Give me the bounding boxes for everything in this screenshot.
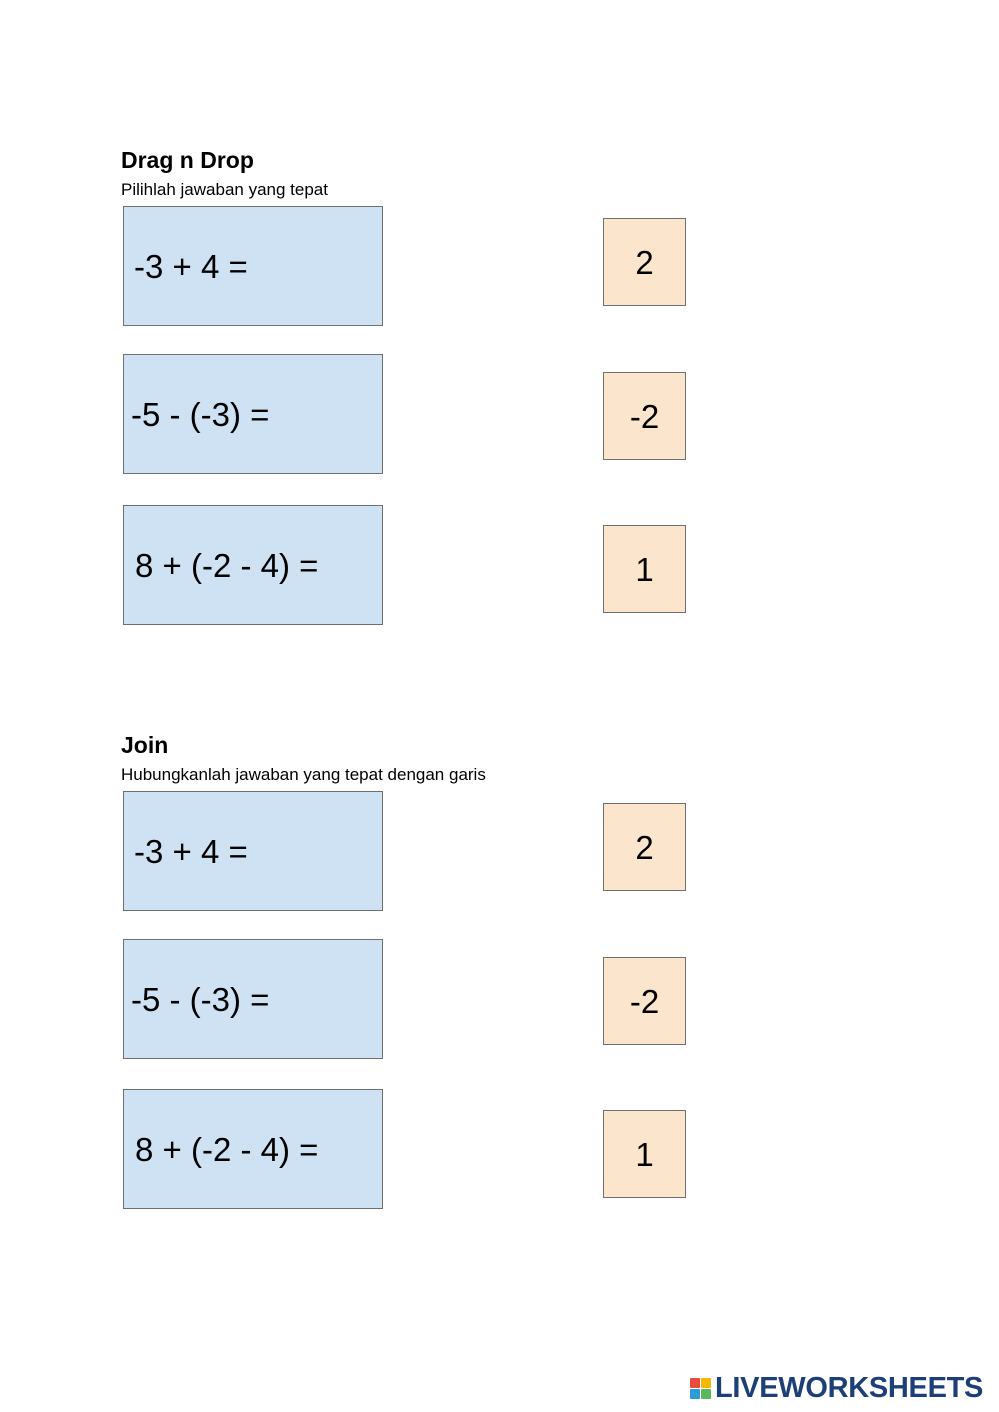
drag-question-box (123, 354, 383, 474)
join-answer-box[interactable] (603, 957, 686, 1045)
logo-text: LIVEWORKSHEETS (715, 1371, 984, 1404)
section-title-drag-n-drop: Drag n Drop (121, 147, 254, 173)
draggable-answer-tile[interactable] (603, 372, 686, 460)
join-answer-box[interactable] (603, 1110, 686, 1198)
section-title-join: Join (121, 732, 169, 758)
answer-text: 2 (635, 243, 654, 281)
question-text: -5 - (-3) = (131, 980, 270, 1018)
logo-block (701, 1389, 711, 1399)
answer-text: 2 (635, 828, 654, 866)
question-text: 8 + (-2 - 4) = (135, 546, 319, 584)
section-subtitle-join: Hubungkanlah jawaban yang tepat dengan garis (121, 765, 486, 784)
join-answer-box[interactable] (603, 803, 686, 891)
draggable-answer-tile[interactable] (603, 218, 686, 306)
join-question-box[interactable] (123, 1089, 383, 1209)
answer-text: -2 (629, 397, 660, 435)
logo-block (690, 1389, 700, 1399)
question-text: -5 - (-3) = (131, 395, 270, 433)
answer-text: 1 (635, 1135, 654, 1173)
question-text: -3 + 4 = (134, 832, 248, 870)
answer-text: 1 (635, 550, 654, 588)
question-text: 8 + (-2 - 4) = (135, 1130, 319, 1168)
section-subtitle-drag-n-drop: Pilihlah jawaban yang tepat (121, 180, 328, 199)
logo-block (701, 1378, 711, 1388)
drag-question-box (123, 505, 383, 625)
join-question-box[interactable] (123, 791, 383, 911)
liveworksheets-logo-icon (690, 1378, 711, 1399)
drag-question-box (123, 206, 383, 326)
answer-text: -2 (629, 982, 660, 1020)
logo-block (690, 1378, 700, 1388)
draggable-answer-tile[interactable] (603, 525, 686, 613)
question-text: -3 + 4 = (134, 247, 248, 285)
join-question-box[interactable] (123, 939, 383, 1059)
liveworksheets-logo (690, 1372, 983, 1404)
